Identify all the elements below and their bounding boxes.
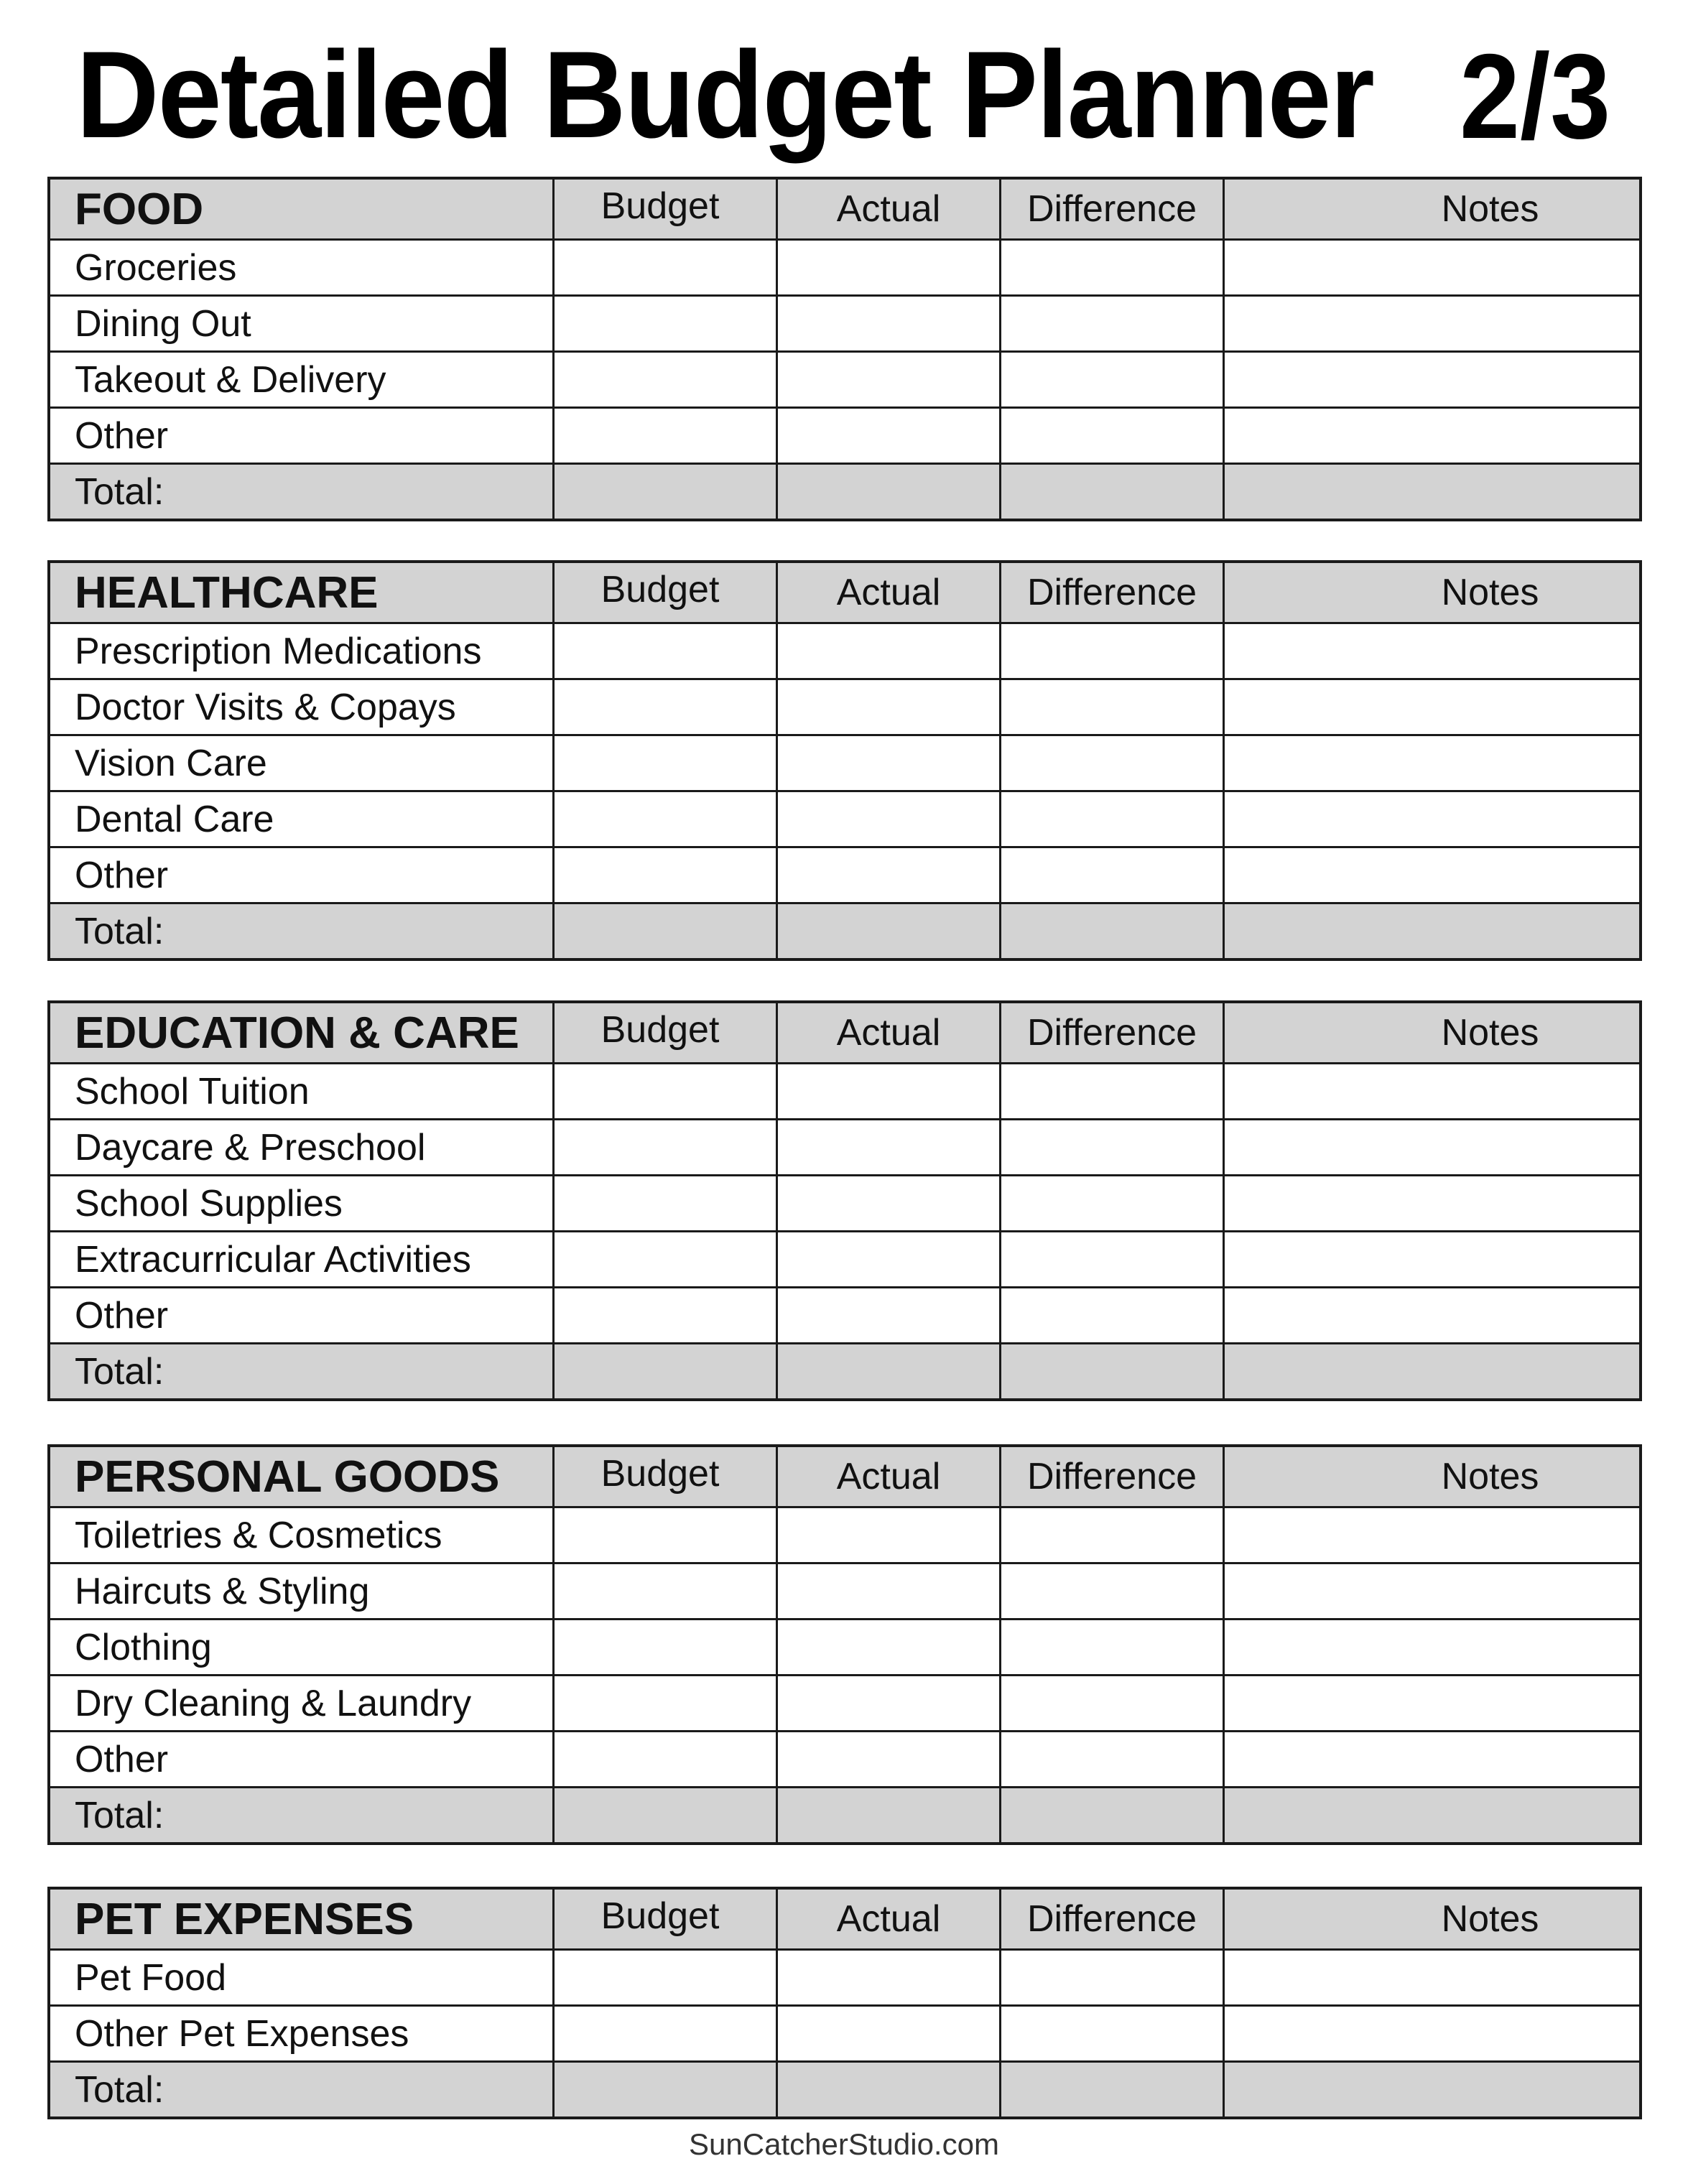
section-education-and-care (47, 1000, 1642, 1401)
notes-entry-cell[interactable] (1223, 1288, 1639, 1342)
section-header-row (50, 1447, 1639, 1506)
notes-entry-cell[interactable] (1223, 1620, 1639, 1674)
actual-entry-cell[interactable] (776, 1064, 999, 1118)
difference-entry-cell[interactable] (999, 624, 1223, 678)
column-header-actual: Actual (776, 563, 999, 622)
section-header-row (50, 180, 1639, 238)
actual-entry-cell[interactable] (776, 297, 999, 350)
total-notes-cell[interactable] (1223, 904, 1639, 958)
budget-entry-cell[interactable] (552, 1064, 776, 1118)
row-label: Dental Care (75, 798, 274, 840)
column-header-difference: Difference (999, 1890, 1223, 1948)
actual-entry-cell[interactable] (776, 1951, 999, 2004)
table-row (50, 1062, 1639, 1118)
column-header-budget: Budget (552, 563, 776, 622)
page-number: 2/3 (1460, 29, 1611, 164)
column-header-difference: Difference (999, 180, 1223, 238)
notes-entry-cell[interactable] (1223, 1951, 1639, 2004)
budget-entry-cell[interactable] (552, 1620, 776, 1674)
row-label: Other (75, 414, 169, 457)
section-pet-expenses (47, 1887, 1642, 2119)
row-label: Dining Out (75, 302, 251, 345)
table-row (50, 1118, 1639, 1174)
actual-entry-cell[interactable] (776, 1676, 999, 1730)
total-row (50, 463, 1639, 519)
notes-entry-cell[interactable] (1223, 1120, 1639, 1174)
difference-entry-cell[interactable] (999, 848, 1223, 902)
difference-entry-cell[interactable] (999, 2007, 1223, 2060)
section-title: PERSONAL GOODS (75, 1451, 500, 1502)
section-healthcare (47, 560, 1642, 961)
table-row (50, 1948, 1639, 2004)
total-difference-cell[interactable] (999, 2063, 1223, 2116)
actual-entry-cell[interactable] (776, 353, 999, 406)
table-row (50, 1618, 1639, 1674)
total-budget-cell[interactable] (552, 465, 776, 519)
column-header-notes: Notes (1223, 563, 1639, 622)
total-row (50, 1786, 1639, 1842)
row-label: Other Pet Expenses (75, 2012, 409, 2055)
notes-entry-cell[interactable] (1223, 848, 1639, 902)
table-row (50, 1230, 1639, 1286)
column-header-budget: Budget (552, 1890, 776, 1948)
budget-entry-cell[interactable] (552, 736, 776, 790)
budget-entry-cell[interactable] (552, 1120, 776, 1174)
total-actual-cell[interactable] (776, 1344, 999, 1398)
section-title: PET EXPENSES (75, 1894, 414, 1944)
difference-entry-cell[interactable] (999, 1564, 1223, 1618)
section-title: EDUCATION & CARE (75, 1008, 519, 1058)
budget-entry-cell[interactable] (552, 1508, 776, 1562)
table-row (50, 734, 1639, 790)
total-actual-cell[interactable] (776, 1788, 999, 1842)
total-label: Total: (75, 2068, 164, 2111)
row-label: School Tuition (75, 1070, 310, 1112)
row-label: Other (75, 1294, 169, 1337)
total-label: Total: (75, 470, 164, 513)
notes-entry-cell[interactable] (1223, 1064, 1639, 1118)
notes-entry-cell[interactable] (1223, 680, 1639, 734)
budget-entry-cell[interactable] (552, 241, 776, 294)
table-row (50, 1506, 1639, 1562)
difference-entry-cell[interactable] (999, 241, 1223, 294)
notes-entry-cell[interactable] (1223, 1676, 1639, 1730)
difference-entry-cell[interactable] (999, 1232, 1223, 1286)
section-header-row (50, 1003, 1639, 1062)
table-row (50, 790, 1639, 846)
table-row (50, 2004, 1639, 2060)
difference-entry-cell[interactable] (999, 1120, 1223, 1174)
table-row (50, 1174, 1639, 1230)
table-row (50, 678, 1639, 734)
total-label: Total: (75, 1350, 164, 1393)
notes-entry-cell[interactable] (1223, 241, 1639, 294)
budget-entry-cell[interactable] (552, 1951, 776, 2004)
difference-entry-cell[interactable] (999, 353, 1223, 406)
section-title: HEALTHCARE (75, 567, 379, 618)
row-label: Daycare & Preschool (75, 1126, 426, 1168)
actual-entry-cell[interactable] (776, 1620, 999, 1674)
notes-entry-cell[interactable] (1223, 1176, 1639, 1230)
section-header-row (50, 1890, 1639, 1948)
total-row (50, 1342, 1639, 1398)
actual-entry-cell[interactable] (776, 1176, 999, 1230)
notes-entry-cell[interactable] (1223, 1564, 1639, 1618)
row-label: Vision Care (75, 742, 267, 784)
budget-entry-cell[interactable] (552, 1176, 776, 1230)
actual-entry-cell[interactable] (776, 1732, 999, 1786)
total-budget-cell[interactable] (552, 1788, 776, 1842)
table-row (50, 1674, 1639, 1730)
total-difference-cell[interactable] (999, 1344, 1223, 1398)
total-actual-cell[interactable] (776, 904, 999, 958)
notes-entry-cell[interactable] (1223, 353, 1639, 406)
budget-entry-cell[interactable] (552, 409, 776, 463)
row-label: Haircuts & Styling (75, 1570, 370, 1612)
budget-entry-cell[interactable] (552, 353, 776, 406)
difference-entry-cell[interactable] (999, 792, 1223, 846)
column-header-budget: Budget (552, 1003, 776, 1062)
notes-entry-cell[interactable] (1223, 2007, 1639, 2060)
column-header-budget: Budget (552, 180, 776, 238)
difference-entry-cell[interactable] (999, 1676, 1223, 1730)
budget-entry-cell[interactable] (552, 1232, 776, 1286)
column-header-budget: Budget (552, 1447, 776, 1506)
total-difference-cell[interactable] (999, 1788, 1223, 1842)
row-label: Clothing (75, 1626, 212, 1668)
actual-entry-cell[interactable] (776, 1288, 999, 1342)
budget-entry-cell[interactable] (552, 297, 776, 350)
column-header-difference: Difference (999, 563, 1223, 622)
notes-entry-cell[interactable] (1223, 792, 1639, 846)
actual-entry-cell[interactable] (776, 624, 999, 678)
row-label: Toiletries & Cosmetics (75, 1514, 442, 1556)
difference-entry-cell[interactable] (999, 1951, 1223, 2004)
difference-entry-cell[interactable] (999, 1064, 1223, 1118)
difference-entry-cell[interactable] (999, 1620, 1223, 1674)
column-header-notes: Notes (1223, 180, 1639, 238)
total-difference-cell[interactable] (999, 904, 1223, 958)
notes-entry-cell[interactable] (1223, 1732, 1639, 1786)
row-label: Groceries (75, 246, 237, 289)
table-row (50, 406, 1639, 463)
difference-entry-cell[interactable] (999, 680, 1223, 734)
total-budget-cell[interactable] (552, 1344, 776, 1398)
actual-entry-cell[interactable] (776, 241, 999, 294)
total-label: Total: (75, 1794, 164, 1836)
row-label: Doctor Visits & Copays (75, 686, 456, 728)
column-header-actual: Actual (776, 1890, 999, 1948)
total-difference-cell[interactable] (999, 465, 1223, 519)
actual-entry-cell[interactable] (776, 848, 999, 902)
actual-entry-cell[interactable] (776, 1564, 999, 1618)
actual-entry-cell[interactable] (776, 2007, 999, 2060)
total-notes-cell[interactable] (1223, 1788, 1639, 1842)
row-label: Extracurricular Activities (75, 1238, 471, 1281)
difference-entry-cell[interactable] (999, 1176, 1223, 1230)
notes-entry-cell[interactable] (1223, 409, 1639, 463)
table-row (50, 1730, 1639, 1786)
total-label: Total: (75, 910, 164, 952)
column-header-actual: Actual (776, 180, 999, 238)
section-header-row (50, 563, 1639, 622)
notes-entry-cell[interactable] (1223, 624, 1639, 678)
total-budget-cell[interactable] (552, 2063, 776, 2116)
total-actual-cell[interactable] (776, 465, 999, 519)
column-header-difference: Difference (999, 1003, 1223, 1062)
total-row (50, 2060, 1639, 2116)
notes-entry-cell[interactable] (1223, 1232, 1639, 1286)
section-personal-goods (47, 1444, 1642, 1845)
budget-entry-cell[interactable] (552, 1732, 776, 1786)
total-notes-cell[interactable] (1223, 465, 1639, 519)
notes-entry-cell[interactable] (1223, 297, 1639, 350)
column-header-notes: Notes (1223, 1003, 1639, 1062)
actual-entry-cell[interactable] (776, 1232, 999, 1286)
table-row (50, 1562, 1639, 1618)
row-label: School Supplies (75, 1182, 343, 1225)
row-label: Takeout & Delivery (75, 358, 386, 401)
total-row (50, 902, 1639, 958)
column-header-difference: Difference (999, 1447, 1223, 1506)
difference-entry-cell[interactable] (999, 1508, 1223, 1562)
table-row (50, 238, 1639, 294)
actual-entry-cell[interactable] (776, 792, 999, 846)
actual-entry-cell[interactable] (776, 1120, 999, 1174)
table-row (50, 622, 1639, 678)
row-label: Prescription Medications (75, 630, 482, 672)
budget-entry-cell[interactable] (552, 624, 776, 678)
footer-credit: SunCatcherStudio.com (689, 2127, 999, 2161)
actual-entry-cell[interactable] (776, 1508, 999, 1562)
notes-entry-cell[interactable] (1223, 736, 1639, 790)
budget-entry-cell[interactable] (552, 1564, 776, 1618)
table-row (50, 350, 1639, 406)
budget-entry-cell[interactable] (552, 792, 776, 846)
total-actual-cell[interactable] (776, 2063, 999, 2116)
actual-entry-cell[interactable] (776, 409, 999, 463)
section-food (47, 177, 1642, 521)
difference-entry-cell[interactable] (999, 409, 1223, 463)
column-header-actual: Actual (776, 1447, 999, 1506)
difference-entry-cell[interactable] (999, 1732, 1223, 1786)
difference-entry-cell[interactable] (999, 297, 1223, 350)
table-row (50, 1286, 1639, 1342)
section-title: FOOD (75, 184, 204, 234)
budget-entry-cell[interactable] (552, 680, 776, 734)
budget-entry-cell[interactable] (552, 1288, 776, 1342)
difference-entry-cell[interactable] (999, 736, 1223, 790)
actual-entry-cell[interactable] (776, 736, 999, 790)
row-label: Other (75, 854, 169, 896)
column-header-notes: Notes (1223, 1890, 1639, 1948)
total-notes-cell[interactable] (1223, 2063, 1639, 2116)
actual-entry-cell[interactable] (776, 680, 999, 734)
row-label: Other (75, 1738, 169, 1780)
total-notes-cell[interactable] (1223, 1344, 1639, 1398)
row-label: Pet Food (75, 1956, 227, 1999)
budget-entry-cell[interactable] (552, 848, 776, 902)
difference-entry-cell[interactable] (999, 1288, 1223, 1342)
notes-entry-cell[interactable] (1223, 1508, 1639, 1562)
budget-entry-cell[interactable] (552, 1676, 776, 1730)
column-header-notes: Notes (1223, 1447, 1639, 1506)
table-row (50, 294, 1639, 350)
column-header-actual: Actual (776, 1003, 999, 1062)
budget-entry-cell[interactable] (552, 2007, 776, 2060)
table-row (50, 846, 1639, 902)
page-title: Detailed Budget Planner (76, 26, 1373, 164)
row-label: Dry Cleaning & Laundry (75, 1682, 472, 1724)
total-budget-cell[interactable] (552, 904, 776, 958)
